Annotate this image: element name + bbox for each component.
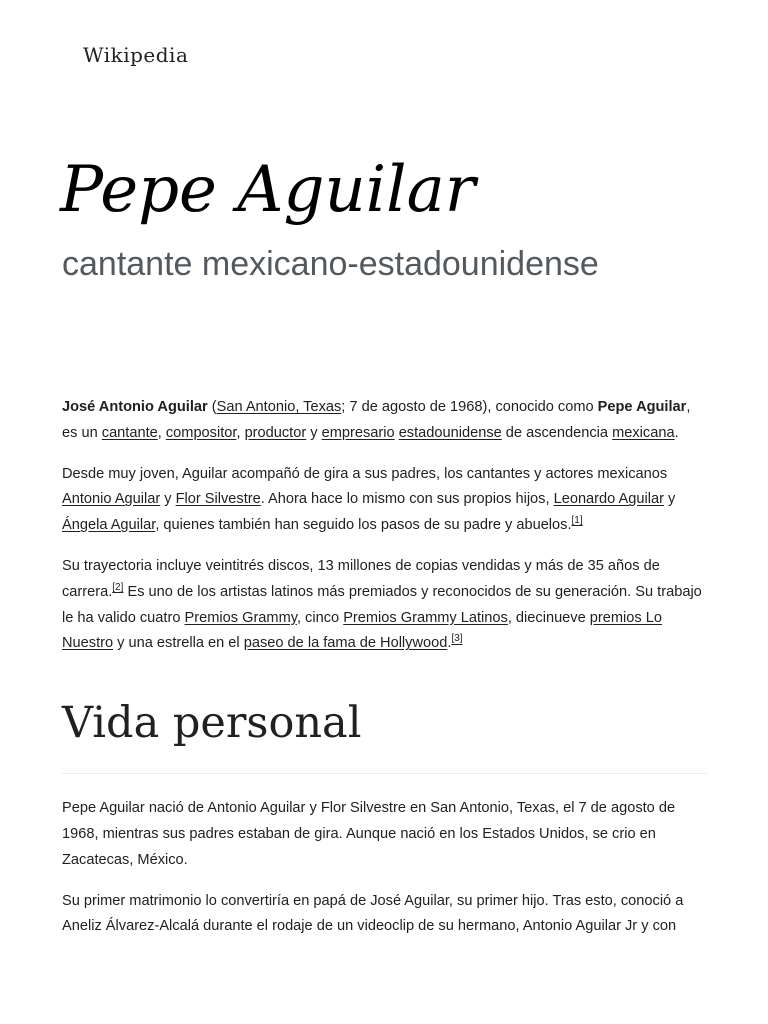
- text: y: [306, 424, 322, 441]
- personal-paragraph-2: Su primer matrimonio lo convertiría en papá de José Aguilar, su primer hijo. Tras esto, conoció a Aneliz Álvarez-Alcalá durante el rodaje de un videoclip de su hermano, Antonio Aguilar Jr y con: [62, 892, 684, 935]
- text: y una estrella en el: [113, 635, 244, 652]
- link-antonio-aguilar[interactable]: Antonio Aguilar: [62, 491, 161, 508]
- text: ; 7 de agosto de 1968), conocido como: [341, 399, 598, 415]
- family-paragraph: [62, 462, 707, 539]
- text: , es un: [62, 399, 691, 441]
- link-premios-grammy[interactable]: Premios Grammy: [184, 609, 297, 626]
- text: Su trayectoria incluye veintitrés discos, 13 millones de copias vendidas y más de 35 años de carrera.: [62, 557, 660, 600]
- link-compositor[interactable]: compositor: [165, 424, 237, 441]
- reference-3[interactable]: [3]: [451, 633, 463, 645]
- text: de ascendencia: [501, 424, 613, 441]
- reference-2[interactable]: [2]: [112, 581, 124, 593]
- text: ,: [236, 424, 245, 441]
- bold-stage-name: Pepe Aguilar: [597, 399, 687, 415]
- article-body: [62, 395, 707, 955]
- text: Es uno de los artistas latinos más premiados y reconocidos de su generación. Su trabajo le ha valido cuatro: [62, 583, 702, 626]
- page-subtitle: cantante mexicano-estadounidense: [62, 245, 599, 283]
- text: , quienes también han seguido los pasos de su padre y abuelos.: [155, 517, 572, 534]
- text: Desde muy joven, Aguilar acompañó de gira a sus padres, los cantantes y actores mexicanos: [62, 465, 668, 482]
- link-premios-grammy-latinos[interactable]: Premios Grammy Latinos: [343, 609, 508, 626]
- link-productor[interactable]: productor: [244, 424, 307, 441]
- link-flor-silvestre[interactable]: Flor Silvestre: [175, 491, 261, 508]
- wikipedia-logo[interactable]: Wikipedia: [83, 43, 189, 67]
- link-cantante[interactable]: cantante: [101, 424, 158, 441]
- text: .: [447, 635, 452, 652]
- link-premios-lo-nuestro[interactable]: premios Lo Nuestro: [62, 609, 662, 652]
- text: (: [207, 399, 217, 415]
- text: . Ahora hace lo mismo con sus propios hijos,: [260, 491, 554, 508]
- text: y: [663, 491, 676, 508]
- link-angela-aguilar[interactable]: Ángela Aguilar: [62, 517, 156, 534]
- link-paseo-fama-hollywood[interactable]: paseo de la fama de Hollywood: [243, 635, 448, 652]
- personal-paragraph-1: Pepe Aguilar nació de Antonio Aguilar y Flor Silvestre en San Antonio, Texas, el 7 de agosto de 1968, mientras sus padres estaban de gira. Aunque nació en los Estados Unidos, se crio en Zacatecas, México.: [62, 800, 676, 868]
- intro-paragraph: [62, 395, 707, 447]
- page-title: Pepe Aguilar: [60, 153, 476, 227]
- link-san-antonio-texas[interactable]: San Antonio, Texas: [216, 399, 342, 415]
- link-leonardo-aguilar[interactable]: Leonardo Aguilar: [553, 491, 664, 508]
- reference-1[interactable]: [1]: [571, 515, 583, 527]
- text: , diecinueve: [507, 609, 590, 626]
- link-mexicana[interactable]: mexicana: [612, 424, 675, 441]
- bold-full-name: José Antonio Aguilar: [62, 399, 208, 415]
- text: y: [160, 491, 176, 508]
- text: .: [674, 424, 679, 441]
- text: ,: [157, 424, 166, 441]
- link-estadounidense[interactable]: estadounidense: [398, 424, 502, 441]
- career-paragraph: [62, 554, 707, 657]
- section-divider: [62, 773, 707, 774]
- section-heading-vida-personal[interactable]: Vida personal: [62, 698, 362, 749]
- text: , cinco: [296, 609, 344, 626]
- link-empresario[interactable]: empresario: [321, 424, 395, 441]
